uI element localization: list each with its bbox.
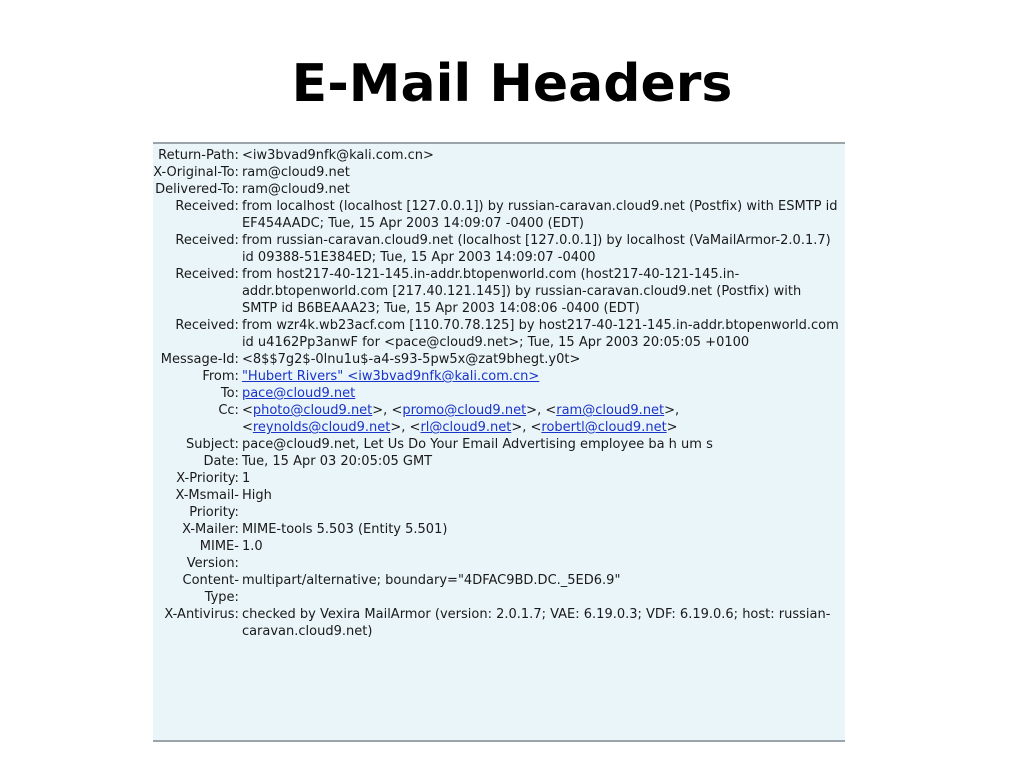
cc-punct: >, <: [241, 403, 680, 435]
header-key: Content-Type:: [182, 573, 239, 605]
header-value: ram@cloud9.net: [241, 165, 350, 180]
header-key: X-Mailer:: [182, 522, 239, 537]
header-row-content-type: [153, 572, 845, 606]
cc-address-link[interactable]: robertl@cloud9.net: [541, 420, 667, 435]
slide-title: E-Mail Headers: [291, 54, 733, 114]
header-value: <iw3bvad9nfk@kali.com.cn>: [241, 148, 434, 163]
cc-address-link[interactable]: reynolds@cloud9.net: [252, 420, 391, 435]
header-key: Received:: [175, 233, 239, 248]
header-key: To:: [220, 386, 239, 401]
header-value: [242, 368, 845, 385]
header-row-x-mailer: [153, 521, 845, 538]
header-value: from wzr4k.wb23acf.com [110.70.78.125] by host217-40-121-145.in-addr.btopenworld.com id u4162Pp3anwF for <pace@cloud9.net>; Tue, 15 Apr 2003 20:05:05 +0100: [241, 318, 839, 350]
cc-punct: >: [666, 420, 678, 435]
header-key: Message-Id:: [160, 352, 239, 367]
header-row-received: [153, 232, 845, 266]
header-row-mime-version: [153, 538, 845, 572]
email-header-panel: [153, 142, 845, 742]
cc-punct: >, <: [390, 420, 421, 435]
header-row-to: [153, 385, 845, 402]
header-key: MIME-Version:: [186, 539, 239, 571]
header-value: MIME-tools 5.503 (Entity 5.501): [241, 522, 448, 537]
header-value: High: [241, 488, 272, 503]
header-key: X-Original-To:: [153, 165, 239, 180]
cc-punct: >, <: [526, 403, 557, 418]
header-row-x-original-to: [153, 164, 845, 181]
header-key: Subject:: [185, 437, 239, 452]
to-address-link[interactable]: pace@cloud9.net: [241, 386, 356, 401]
header-key: Received:: [175, 267, 239, 282]
cc-address-link[interactable]: rl@cloud9.net: [420, 420, 512, 435]
header-row-date: [153, 453, 845, 470]
header-row-delivered-to: [153, 181, 845, 198]
header-row-message-id: [153, 351, 845, 368]
header-row-received: [153, 317, 845, 351]
header-key: Date:: [203, 454, 239, 469]
cc-address-link[interactable]: ram@cloud9.net: [556, 403, 665, 418]
header-value: [242, 402, 845, 436]
header-key: Return-Path:: [158, 148, 239, 163]
header-value: from host217-40-121-145.in-addr.btopenworld.com (host217-40-121-145.in-addr.btopenworld.com [217.40.121.145]) by russian-caravan.cloud9.net (Postfix) with SMTP id B6BEAAA23; Tue, 15 Apr 2003 14:08:06 -0400 (EDT): [241, 267, 802, 316]
cc-address-link[interactable]: promo@cloud9.net: [402, 403, 527, 418]
header-value: 1: [241, 471, 251, 486]
header-key: Cc:: [218, 403, 239, 418]
header-key: Received:: [175, 199, 239, 214]
cc-punct: >, <: [372, 403, 403, 418]
header-key: Delivered-To:: [155, 182, 239, 197]
cc-address-link[interactable]: photo@cloud9.net: [252, 403, 373, 418]
header-value: <8$$7g2$-0lnu1u$-a4-s93-5pw5x@zat9bhegt.y0t>: [241, 352, 581, 367]
header-row-cc: [153, 402, 845, 436]
header-value: from russian-caravan.cloud9.net (localhost [127.0.0.1]) by localhost (VaMailArmor-2.0.1.7) id 09388-51E384ED; Tue, 15 Apr 2003 14:09:07 -0400: [241, 233, 831, 265]
header-key: X-Antivirus:: [164, 607, 239, 622]
header-value: checked by Vexira MailArmor (version: 2.0.1.7; VAE: 6.19.0.3; VDF: 6.19.0.6; host: russian-caravan.cloud9.net): [241, 607, 831, 639]
header-value: pace@cloud9.net, Let Us Do Your Email Advertising employee ba h um s: [241, 437, 713, 452]
header-row-subject: [153, 436, 845, 453]
header-key: X-Msmail-Priority:: [175, 488, 239, 520]
from-address-link[interactable]: "Hubert Rivers" <iw3bvad9nfk@kali.com.cn>: [241, 369, 540, 384]
header-row-x-antivirus: [153, 606, 845, 640]
cc-punct: <: [241, 403, 253, 418]
header-value: Tue, 15 Apr 03 20:05:05 GMT: [241, 454, 433, 469]
header-key: Received:: [175, 318, 239, 333]
header-row-return-path: [153, 147, 845, 164]
header-row-x-msmail-priority: [153, 487, 845, 521]
header-key: X-Priority:: [176, 471, 239, 486]
header-value: from localhost (localhost [127.0.0.1]) by russian-caravan.cloud9.net (Postfix) with ESMTP id EF454AADC; Tue, 15 Apr 2003 14:09:07 -0400 (EDT): [241, 199, 838, 231]
header-value: ram@cloud9.net: [241, 182, 350, 197]
header-row-received: [153, 266, 845, 317]
header-value: 1.0: [241, 539, 263, 554]
header-row-received: [153, 198, 845, 232]
header-value: [242, 385, 845, 402]
header-row-x-priority: [153, 470, 845, 487]
header-value: multipart/alternative; boundary="4DFAC9BD.DC._5ED6.9": [241, 573, 621, 588]
header-row-from: [153, 368, 845, 385]
header-key: From:: [202, 369, 239, 384]
cc-punct: >, <: [511, 420, 542, 435]
email-header-table: [153, 147, 845, 640]
